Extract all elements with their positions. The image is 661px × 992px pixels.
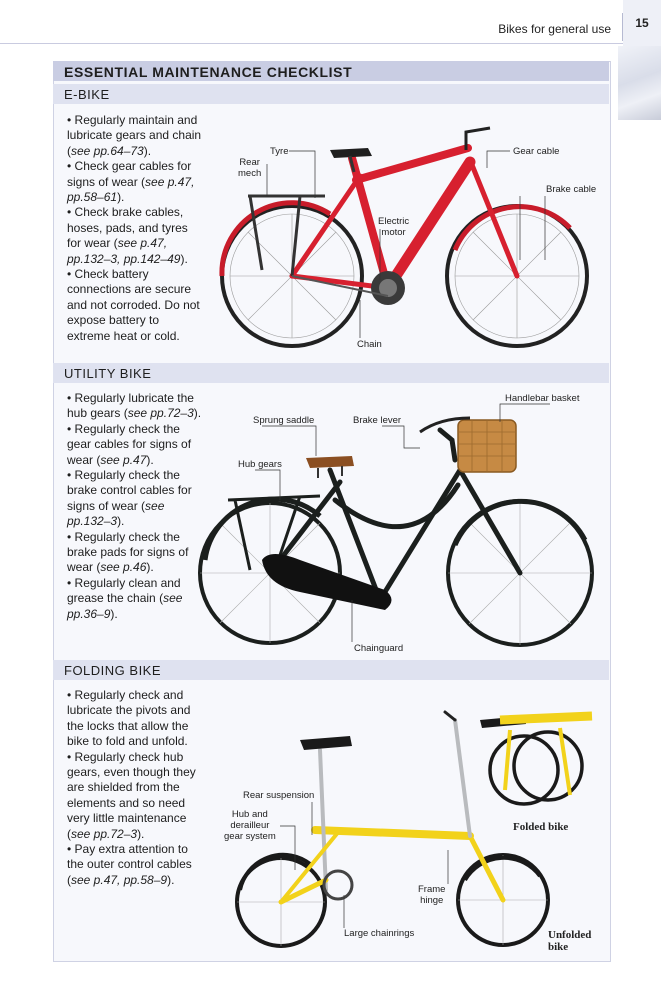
callout-gear-cable: Gear cable [513, 146, 560, 157]
callout-rear-suspension: Rear suspension [243, 790, 315, 801]
running-head: Bikes for general use [498, 22, 611, 36]
bullet: • Check brake cables, hoses, pads, and tyres for wear (see p.47, pp.132–3, pp.142–49). [67, 205, 188, 266]
callout-hub-gears: Hub gears [238, 459, 282, 470]
utility-bullets [67, 391, 202, 622]
bullet: • Check gear cables for signs of wear (see p.47, pp.58–61). [67, 159, 195, 205]
callout-frame-hinge: Frame hinge [418, 884, 446, 906]
bullet: • Regularly lubricate the hub gears (see pp.72–3). [67, 391, 202, 421]
page-number: 15 [623, 0, 661, 46]
callout-large-chainrings: Large chainrings [344, 928, 415, 939]
bullet: • Regularly check the brake control cables for signs of wear (see pp.132–3). [67, 468, 192, 529]
checklist-title: ESSENTIAL MAINTENANCE CHECKLIST [64, 64, 353, 80]
folding-bullets [67, 688, 202, 888]
caption-folded-bike: Folded bike [513, 821, 569, 833]
callout-electric-motor: Electric motor [378, 216, 410, 238]
bullet: • Regularly check the gear cables for signs of wear (see p.47). [67, 421, 192, 467]
bullet: • Check battery connections are secure and not corroded. Do not expose battery to extreme heat or cold. [67, 267, 200, 343]
section-heading-ebike: E-BIKE [53, 84, 609, 104]
ebike-bullets [67, 113, 202, 344]
callout-sprung-saddle: Sprung saddle [253, 415, 315, 426]
callout-brake-lever: Brake lever [353, 415, 402, 426]
bullet: • Regularly check the brake pads for signs of wear (see p.46). [67, 529, 189, 575]
caption-unfolded-bike: Unfolded bike [548, 929, 592, 953]
section-heading-utility: UTILITY BIKE [53, 363, 609, 383]
callout-chainguard: Chainguard [354, 643, 404, 654]
bullet: • Regularly check and lubricate the pivots and the locks that allow the bike to fold and unfold. [67, 688, 191, 749]
bullet: • Regularly clean and grease the chain (see pp.36–9). [67, 575, 183, 621]
corner-thumb-image [618, 46, 661, 120]
callout-brake-cable: Brake cable [546, 184, 597, 195]
callout-rear-mech: Rear mech [238, 157, 262, 179]
callout-hub-derailleur: Hub and derailleur gear system [224, 809, 276, 842]
callout-chain: Chain [357, 339, 382, 350]
header-rule [0, 43, 661, 44]
checklist-title-bar [53, 61, 609, 81]
section-heading-folding: FOLDING BIKE [53, 660, 609, 680]
callout-tyre: Tyre [270, 146, 289, 157]
bullet: • Regularly check hub gears, even though they are shielded from the elements and so need very little maintenance (see pp.72–3). [67, 749, 196, 841]
callout-handlebar-basket: Handlebar basket [505, 393, 580, 404]
bullet: • Regularly maintain and lubricate gears and chain (see pp.64–73). [67, 113, 202, 158]
bullet: • Pay extra attention to the outer control cables (see p.47, pp.58–9). [67, 842, 192, 887]
